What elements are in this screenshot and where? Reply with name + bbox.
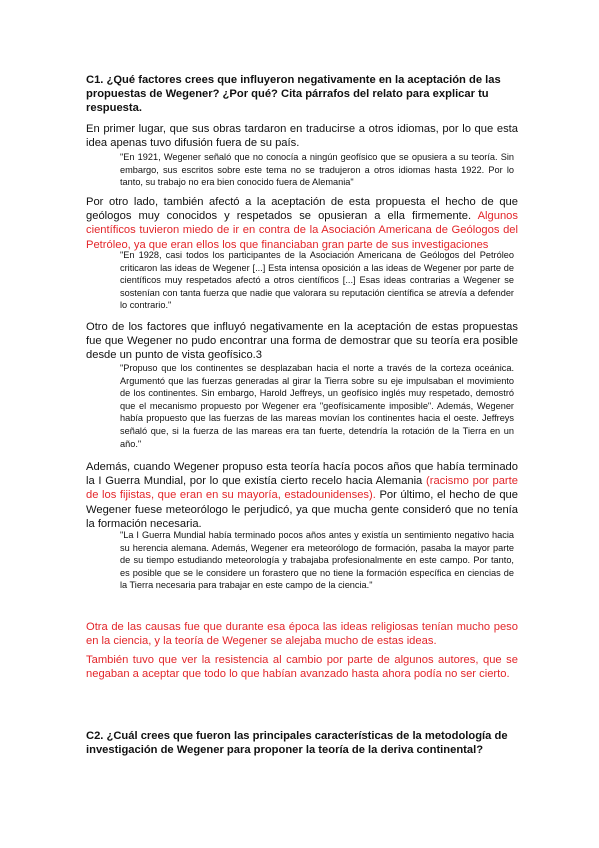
paragraph-war-highlight: (racismo por parte de los fijistas, que eran en su mayoría, estadounidenses). [86,475,518,502]
paragraph-opposition-highlight: Algunos científicos tuvieron miedo de ir en contra de la Asociación Americana de Geólogos del Petróleo, ya que eran ellos los que financiaban gran parte de sus investigaciones [86,210,518,251]
quote-1921: "En 1921, Wegener señaló que no conocía a ningún geofísico que se opusiera a su teoría. Sin embargo, sus escritos sobre este tema no se tradujeron a otros idiomas hasta 1922. Por lo tanto, su trabajo no era bien conocido fuera de Alemania" [120,152,514,188]
quote-1928: "En 1928, casi todos los participantes de la Asociación Americana de Geólogos del Petróleo criticaron las ideas de Wegener [...] Esta intensa oposición a las ideas de Wegener por parte de científicos muy respetados afectó a otros científicos [...] Esas ideas contrarias a Wegener se sostenían con tanta fuerza que nadie que valorara su reputación científica se atrevía a defender lo contrario." [120,250,514,311]
paragraph-opposition-text: Por otro lado, también afectó a la aceptación de esta propuesta el hecho de que geólogos muy conocidos y respetados se opusieran a ella firmemente. [86,196,518,223]
quote-war: "La I Guerra Mundial había terminado pocos años antes y existía un sentimiento negativo hacia su herencia alemana. Además, Wegener era meteorólogo de formación, pasaba la mayor parte de su tiempo estudiando meteorología y trabajaba profesionalmente en este campo. Por tanto, es posible que se le considere un forastero que no tiene la formación específica en ciencias de la Tierra necesaria para trabajar en este campo de la ciencia." [120,530,514,591]
quote-jeffreys: "Propuso que los continentes se desplazaban hacia el norte a través de la corteza oceánica. Argumentó que las fuerzas generadas al girar la Tierra sobre su eje impulsaban el movimiento de los continentes. Sin embargo, Harold Jeffreys, un geofísico inglés muy respetado, demostró que el mecanismo propuesto por Wegener era "geofísicamente imposible". Además, Wegener había propuesto que las fuerzas de las mareas movían los continentes hacia el oeste. Jeffreys señaló que, si la fuerza de las mareas era tan fuerte, detendría la rotación de la Tierra en un año." [120,363,514,449]
paragraph-war-text-2: Por último, el hecho de que Wegener fuese meteorólogo le perjudicó, ya que mucha gente consideró que no tenía la formación necesaria. [86,489,519,530]
paragraph-geophysics: Otro de los factores que influyó negativamente en la aceptación de estas propuestas fue que Wegener no pudo encontrar una forma de demostrar que su teoría era posible desde un punto de vista geofísico.3 [86,321,518,362]
question-c2: C2. ¿Cuál crees que fueron las principales características de la metodología de investigación de Wegener para proponer la teoría de la deriva continental? [86,730,508,757]
paragraph-opposition [86,195,518,252]
paragraph-resistance: También tuvo que ver la resistencia al cambio por parte de algunos autores, que se negaban a aceptar que todo lo que habían avanzado hasta ahora podía no ser cierto. [86,654,518,681]
paragraph-translation: En primer lugar, que sus obras tardaron en traducirse a otros idiomas, por lo que esta idea apenas tuvo difusión fuera de su país. [86,123,518,150]
paragraph-war [86,460,518,531]
question-c1: C1. ¿Qué factores crees que influyeron negativamente en la aceptación de las propuestas de Wegener? ¿Por qué? Cita párrafos del relato para explicar tu respuesta. [86,74,501,115]
paragraph-war-text: Además, cuando Wegener propuso esta teoría hacía pocos años que había terminado la I Guerra Mundial, por lo que existía cierto recelo hacia Alemania [86,461,518,488]
paragraph-religion: Otra de las causas fue que durante esa época las ideas religiosas tenían mucho peso en la ciencia, y la teoría de Wegener se alejaba mucho de estas ideas. [86,621,518,648]
